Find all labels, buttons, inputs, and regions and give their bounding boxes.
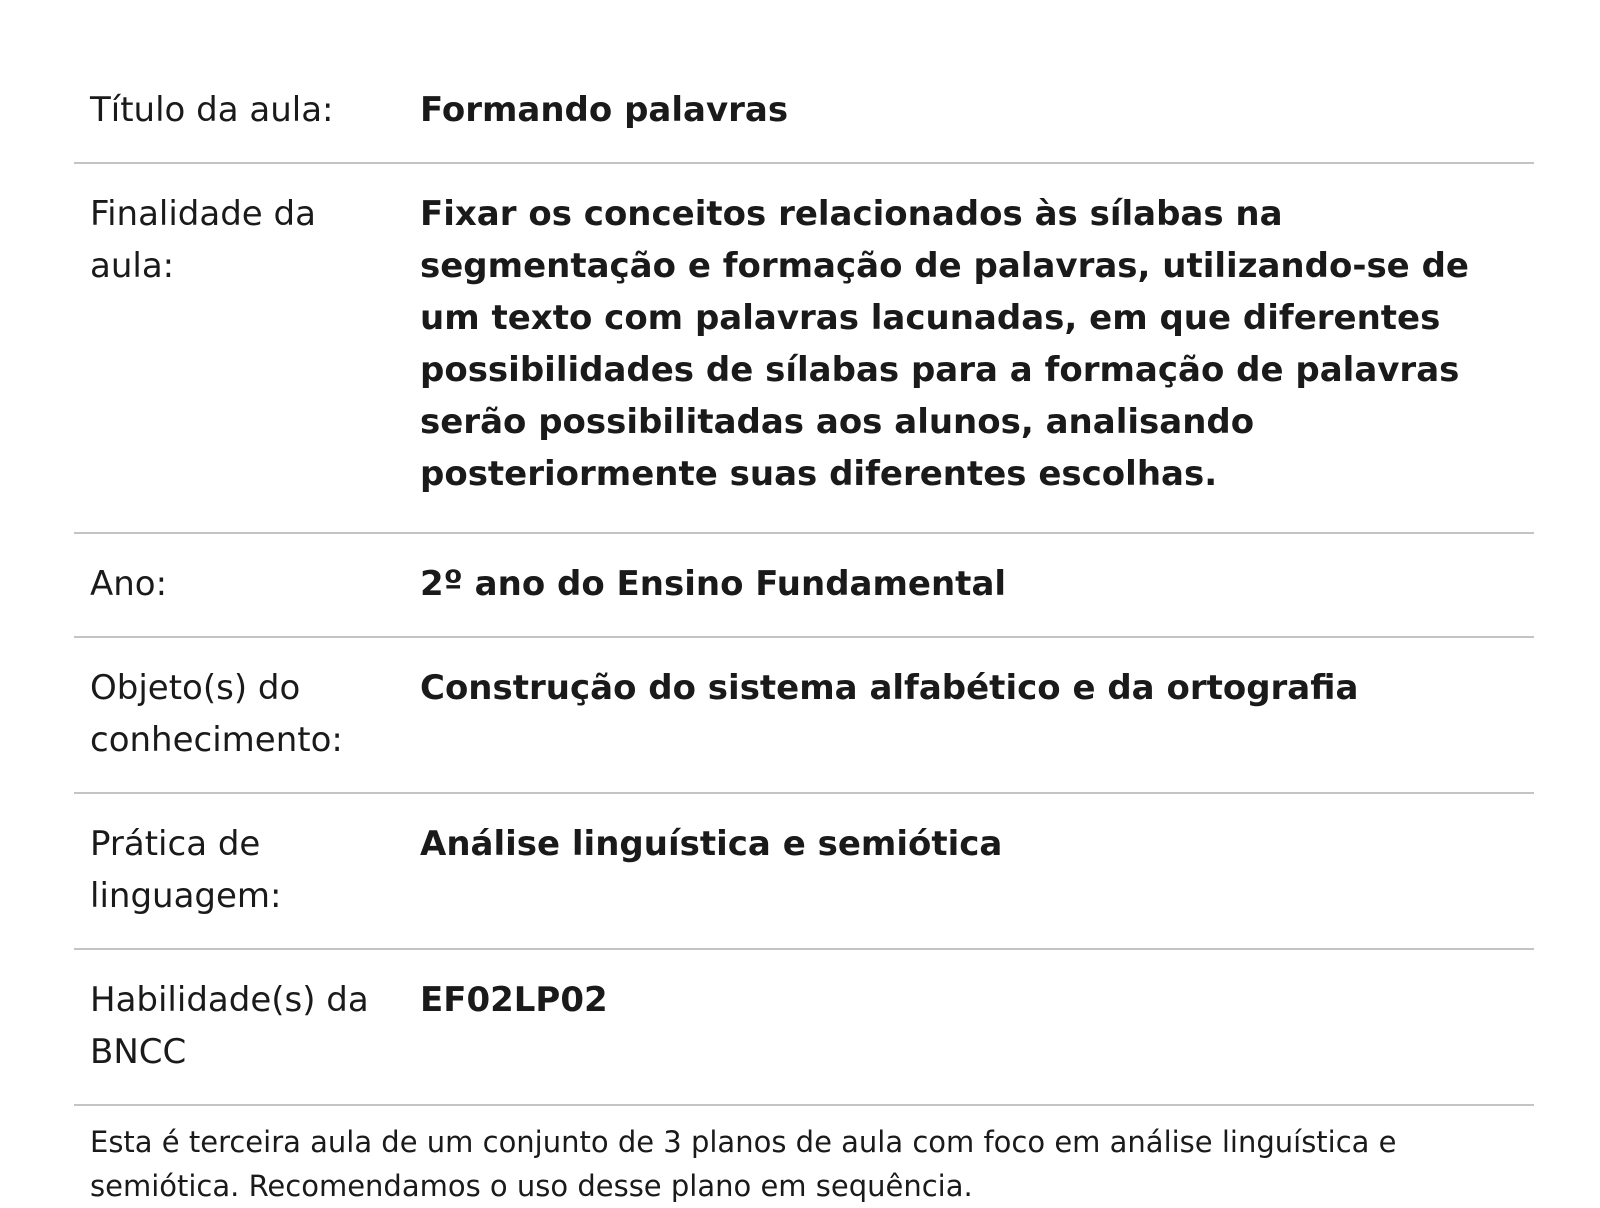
table-row-year [74,533,1534,637]
sequence-note: Esta é terceira aula de um conjunto de 3 planos de aula com foco em análise linguística e semiótica. Recomendamos o uso desse plano em sequência. [90,1125,1397,1203]
table-row-knowledge-object [74,637,1534,793]
table-row-language-practice [74,793,1534,949]
lesson-info-table [74,60,1534,1106]
language-practice-label: Prática de linguagem: [74,793,412,949]
language-practice-value: Análise linguística e semiótica [412,793,1534,949]
purpose-label: Finalidade da aula: [74,163,412,533]
purpose-value: Fixar os conceitos relacionados às sílabas na segmentação e formação de palavras, utilizando-se de um texto com palavras lacunadas, em que diferentes possibilidades de sílabas para a formação de palavras serão possibilitadas aos alunos, analisando posteriormente suas diferentes escolhas. [412,163,1534,533]
knowledge-object-label: Objeto(s) do conhecimento: [74,637,412,793]
table-row-title [74,60,1534,163]
year-label: Ano: [74,533,412,637]
bncc-skills-value: EF02LP02 [412,949,1534,1105]
title-value: Formando palavras [412,60,1534,163]
year-value: 2º ano do Ensino Fundamental [412,533,1534,637]
title-label: Título da aula: [74,60,412,163]
bncc-skills-label: Habilidade(s) da BNCC [74,949,412,1105]
table-row-purpose [74,163,1534,533]
knowledge-object-value: Construção do sistema alfabético e da ortografia [412,637,1534,793]
table-row-bncc-skills [74,949,1534,1105]
lesson-plan-sheet [74,60,1534,1208]
